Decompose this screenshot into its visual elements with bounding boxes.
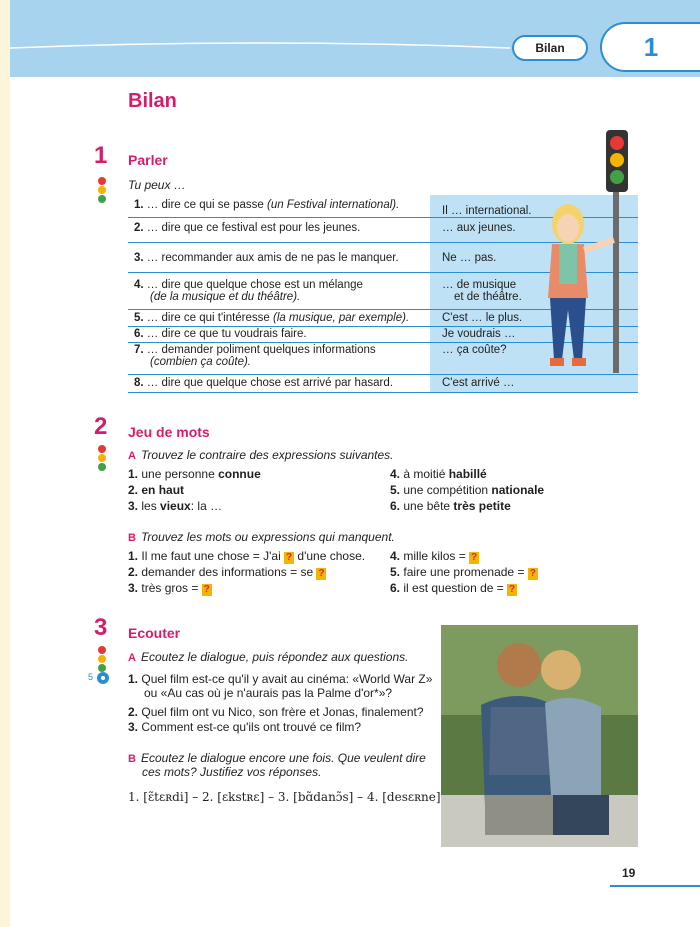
list-item [390,467,487,481]
girl-traffic-light-illustration [530,128,640,378]
footer-line [610,885,700,887]
item-number: 4. [390,549,401,563]
list-item [128,565,326,580]
item-number: 2. [128,483,139,497]
item-text-post: : la … [190,499,223,513]
section-2a-instruction [128,448,394,462]
list-item [128,720,361,734]
table-row-divider [128,392,638,393]
instruction-text: Ecoutez le dialogue, puis répondez aux questions. [140,650,409,664]
item-text: très gros = [141,581,199,595]
item-bold: habillé [448,467,487,481]
item-number: 2. [128,705,139,719]
list-item [128,467,261,481]
list-item [128,705,424,719]
section-2b-instruction [128,530,395,544]
section-3b-instruction [128,751,426,779]
row-answer: … ça coûte? [442,344,507,356]
row-text: … dire que ce festival est pour les jeunes. [146,222,361,234]
section-3-number: 3 [94,614,108,641]
page-title: Bilan [128,90,177,112]
list-item [128,483,184,497]
row-text: … demander poliment quelques informations [146,344,376,356]
question-mark-icon: ? [471,552,478,563]
list-item [128,549,365,564]
item-text: Il me faut une chose = J'ai [141,549,281,563]
list-item [390,549,479,564]
section-2-title: Jeu de mots [128,424,210,440]
part-label: B [128,532,136,544]
question-mark-icon: ? [286,552,293,563]
page-number: 19 [622,866,636,880]
item-bold: en haut [141,483,185,497]
section-3a-instruction [128,650,408,664]
item-text: une bête [403,499,454,513]
section-1-intro: Tu peux … [128,178,186,192]
item-text: Quel film est-ce qu'il y avait au cinéma: «World War Z» [141,672,433,686]
row-number: 5. [134,312,144,324]
row-detail: (combien ça coûte). [150,356,251,368]
row-text: … dire ce que tu voudrais faire. [146,328,307,340]
item-bold: nationale [491,483,545,497]
item-number: 1. [128,672,139,686]
list-item [390,483,544,497]
row-text: … recommander aux amis de ne pas le manquer. [146,252,399,264]
item-number: 4. [390,467,401,481]
row-number: 7. [134,344,144,356]
row-detail: (un Festival international). [266,199,400,211]
instruction-text: Ecoutez le dialogue encore une fois. Que veulent dire [140,751,426,765]
phonetics-line: 1. [ɛ̃tɛʀdi] – 2. [ɛkstʀɛ] – 3. [bɑ̃danɔ̃s] – 4. [desɛʀne] [128,790,441,804]
row-answer: Je voudrais … [442,328,516,340]
item-text: une personne [141,467,219,481]
item-text: une compétition [403,483,492,497]
item-text: les [141,499,161,513]
item-number: 3. [128,720,139,734]
row-detail: (de la musique et du théâtre). [150,291,301,303]
section-2-number: 2 [94,413,108,440]
item-number: 1. [128,549,139,563]
item-text-line2: ou «Au cas où je n'aurais pas la Palme d'or*»? [144,686,393,700]
item-number: 3. [128,499,139,513]
instruction-text-line2: ces mots? Justifiez vos réponses. [142,765,322,779]
part-label: B [128,753,136,765]
row-number: 6. [134,328,144,340]
item-text: mille kilos = [403,549,466,563]
row-number: 4. [134,279,144,291]
traffic-light-icon [98,646,106,673]
item-number: 6. [390,499,401,513]
row-answer: C'est … le plus. [442,312,523,324]
instruction-text: Trouvez les mots ou expressions qui manquent. [140,530,395,544]
item-number: 1. [128,467,139,481]
traffic-light-icon [98,177,106,204]
audio-track-number: 5 [88,672,94,682]
part-label: A [128,450,136,462]
item-number: 5. [390,483,401,497]
list-item [128,499,222,513]
question-mark-icon: ? [318,568,325,579]
chapter-tab: Bilan [512,35,588,61]
row-number: 2. [134,222,144,234]
item-text: Quel film ont vu Nico, son frère et Jonas, finalement? [141,705,424,719]
item-text: il est question de = [403,581,504,595]
chapter-number: 1 [600,22,700,72]
item-text: demander des informations = se [141,565,314,579]
traffic-light-icon [98,445,106,472]
row-text: … dire que quelque chose est arrivé par hasard. [146,377,393,389]
row-number: 3. [134,252,144,264]
list-item [128,672,432,700]
item-number: 3. [128,581,139,595]
item-text: Comment est-ce qu'ils ont trouvé ce film? [141,720,362,734]
item-number: 6. [390,581,401,595]
question-mark-icon: ? [203,584,210,595]
item-text: faire une promenade = [403,565,525,579]
row-text: … dire ce qui se passe [146,199,264,211]
item-bold: connue [218,467,261,481]
row-number: 8. [134,377,144,389]
item-number: 2. [128,565,139,579]
row-number: 1. [134,199,144,211]
row-answer: C'est arrivé … [442,377,515,389]
list-item [390,499,511,513]
list-item [128,581,212,596]
instruction-text: Trouvez le contraire des expressions suivantes. [140,448,394,462]
section-1-title: Parler [128,152,168,168]
question-mark-icon: ? [509,584,516,595]
item-text-post: d'une chose. [297,549,366,563]
row-answer-2: et de théâtre. [454,291,522,303]
row-answer: … de musique [442,279,517,291]
row-answer: … aux jeunes. [442,222,516,234]
boys-photo [441,625,638,847]
item-number: 5. [390,565,401,579]
header-wave-line [10,20,700,60]
section-1-number: 1 [94,142,108,169]
item-bold: vieux [160,499,191,513]
audio-cd-icon[interactable] [96,671,110,685]
part-label: A [128,652,136,664]
row-answer: Il … international. [442,205,532,217]
section-3-title: Ecouter [128,625,181,641]
list-item [390,565,538,580]
row-detail: (la musique, par exemple). [273,312,410,324]
item-text: à moitié [403,467,449,481]
item-bold: très petite [453,499,511,513]
question-mark-icon: ? [529,568,536,579]
row-text: … dire que quelque chose est un mélange [146,279,363,291]
row-answer: Ne … pas. [442,252,497,264]
page-margin-strip [0,0,10,927]
list-item [390,581,517,596]
row-text: … dire ce qui t'intéresse [146,312,270,324]
